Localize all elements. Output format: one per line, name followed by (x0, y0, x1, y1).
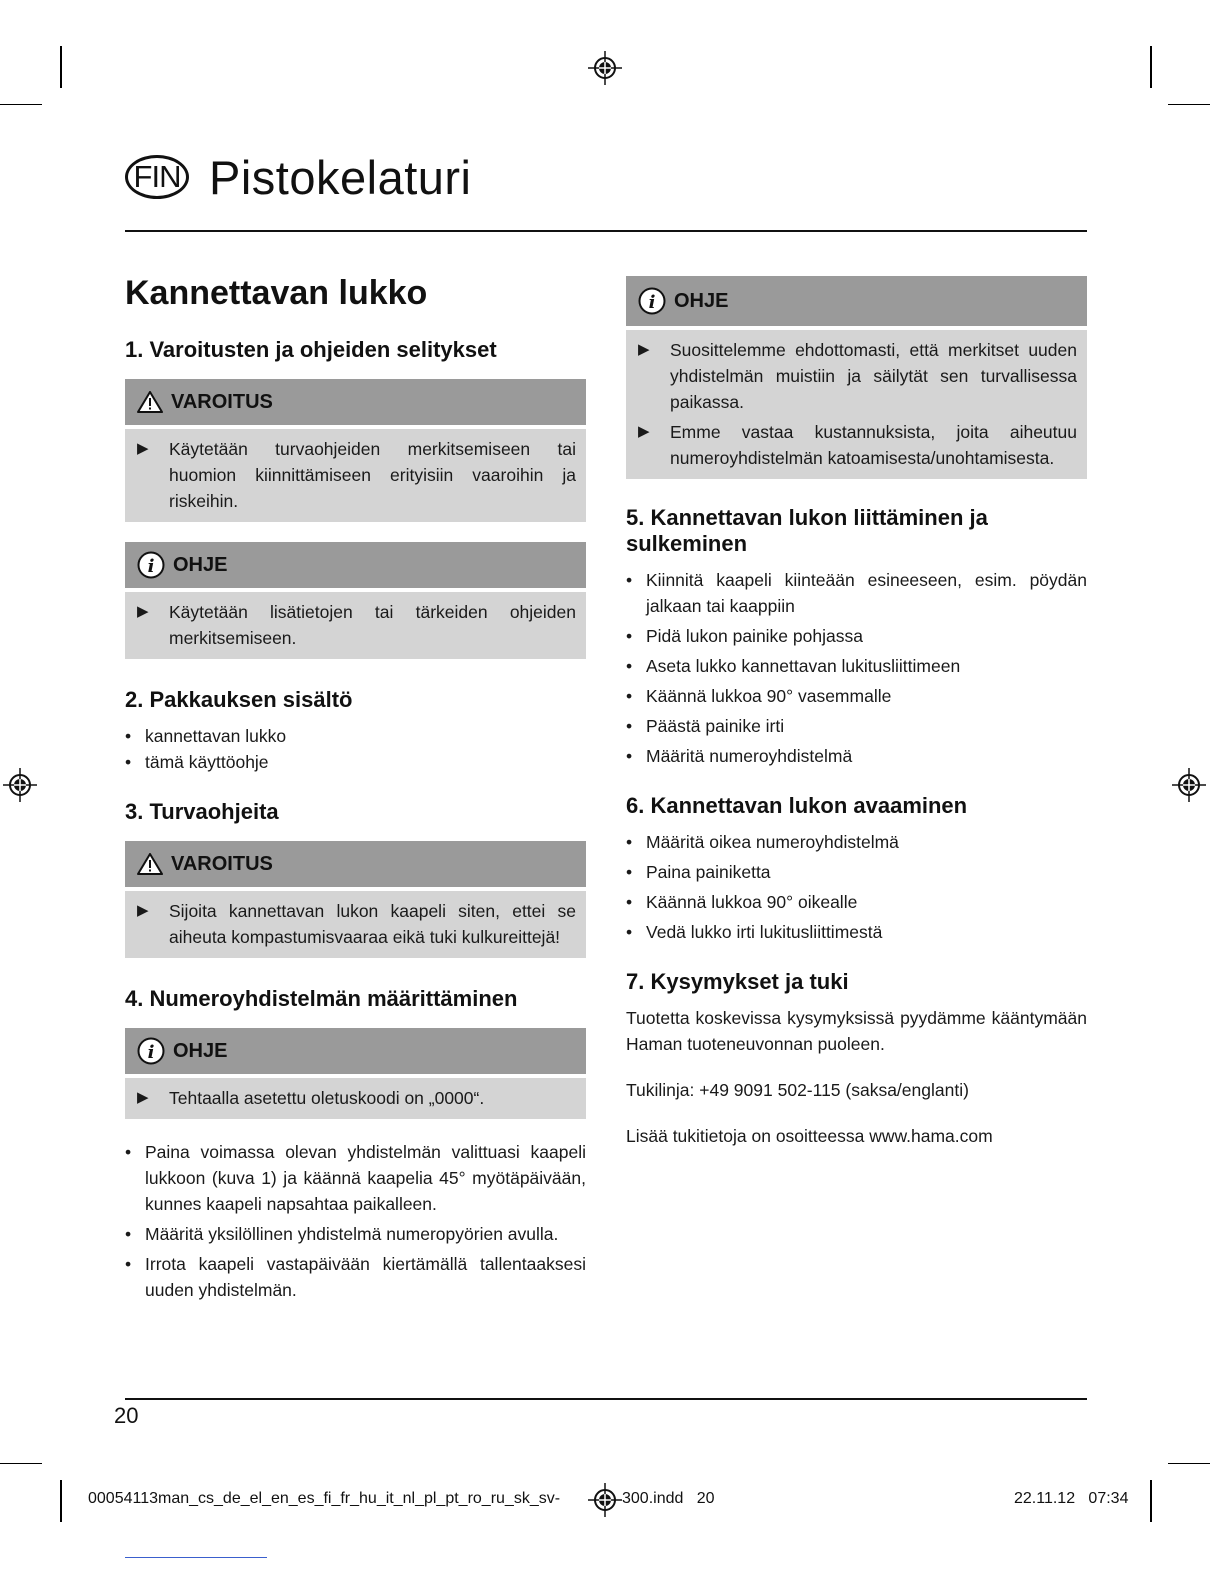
warning-box (125, 379, 586, 522)
section-heading: 1. Varoitusten ja ohjeiden selitykset (125, 337, 497, 362)
list-item: • Paina painiketta (626, 862, 771, 882)
registration-mark-icon (588, 51, 622, 85)
warning-triangle-icon (137, 391, 163, 413)
warning-box-header (125, 379, 586, 425)
crop-mark (60, 1480, 62, 1522)
note-box-header (125, 1028, 586, 1074)
box-item-text: Käytetään turvaohjeiden merkitsemiseen tai huomion kiinnittämiseen erityisiin vaaroihin ja riskeihin. (169, 439, 576, 511)
crop-mark (60, 46, 62, 88)
package-contents-list (125, 723, 586, 775)
support-paragraph: Tuotetta koskevissa kysymyksissä pyydämme kääntymään Haman tuoteneuvonnan puoleen. (626, 1008, 1087, 1054)
crop-mark (0, 104, 42, 105)
info-icon (638, 287, 666, 315)
page-number: 20 (114, 1403, 139, 1428)
box-item-text: Käytetään lisätietojen tai tärkeiden ohjeiden merkitsemiseen. (169, 602, 576, 648)
section-heading: 2. Pakkauksen sisältö (125, 687, 353, 712)
box-item-text: Suosittelemme ehdottomasti, että merkitset uuden yhdistelmän muistiin ja säilytät sen turvallisessa paikassa. (670, 340, 1077, 412)
box-item (137, 599, 576, 651)
box-item (638, 337, 1077, 415)
page-header (125, 145, 472, 209)
crop-mark (1150, 46, 1152, 88)
warning-box (125, 841, 586, 958)
header-rule (125, 230, 1087, 232)
registration-mark-icon (588, 1483, 622, 1517)
play-triangle-icon: ▶ (137, 902, 149, 919)
section-heading: 4. Numeroyhdistelmän määrittäminen (125, 986, 518, 1011)
registration-mark-icon (3, 768, 37, 802)
play-triangle-icon: ▶ (137, 1089, 149, 1106)
document-title: Kannettavan lukko (125, 274, 428, 312)
attach-steps-list (626, 567, 1087, 769)
list-item: • Päästä painike irti (626, 716, 785, 736)
list-item: • Paina voimassa olevan yhdistelmän valittuasi kaapeli lukkoon (kuva 1) ja käännä kaapelia 45° myötäpäivään, kunnes kaapeli napsahtaa paikalleen. (125, 1142, 586, 1214)
language-badge: FIN (125, 155, 189, 199)
note-box-body (125, 1078, 586, 1119)
box-item-text: Emme vastaa kustannuksista, joita aiheutuu numeroyhdistelmän katoamisesta/unohtamisesta. (670, 422, 1077, 468)
crop-mark (1150, 1480, 1152, 1522)
right-column (626, 276, 1087, 1169)
crop-mark (1168, 1463, 1210, 1464)
list-item: • kannettavan lukko (125, 726, 287, 746)
warning-box-body (125, 429, 586, 522)
list-item: • Kiinnitä kaapeli kiinteään esineeseen, esim. pöydän jalkaan tai kaappiin (626, 570, 1087, 616)
warning-label: VAROITUS (171, 852, 273, 875)
slug-page: 300.indd 20 (622, 1490, 715, 1507)
footer-rule (125, 1398, 1087, 1400)
list-item: • Käännä lukkoa 90° oikealle (626, 892, 858, 912)
box-item (137, 436, 576, 514)
note-box (125, 1028, 586, 1119)
list-item: • Vedä lukko irti lukitusliittimestä (626, 922, 883, 942)
section-heading: 5. Kannettavan lukon liittäminen ja sulkeminen (626, 505, 988, 556)
box-item (137, 898, 576, 950)
info-icon (137, 1037, 165, 1065)
crop-mark (1168, 104, 1210, 105)
open-steps-list (626, 829, 1087, 945)
note-box-body (626, 330, 1087, 479)
box-item (638, 419, 1077, 471)
warning-triangle-icon (137, 853, 163, 875)
support-website: Lisää tukitietoja on osoitteessa www.hama.com (626, 1126, 993, 1146)
list-item: • Käännä lukkoa 90° vasemmalle (626, 686, 892, 706)
warning-box-header (125, 841, 586, 887)
list-item: • Pidä lukon painike pohjassa (626, 626, 863, 646)
page-title: Pistokelaturi (209, 150, 472, 204)
svg-text:i: i (147, 556, 155, 577)
section-heading: 3. Turvaohjeita (125, 799, 279, 824)
play-triangle-icon: ▶ (638, 423, 650, 440)
play-triangle-icon: ▶ (638, 341, 650, 358)
box-item-text: Tehtaalla asetettu oletuskoodi on „0000“. (169, 1088, 485, 1108)
play-triangle-icon: ▶ (137, 603, 149, 620)
note-label: OHJE (173, 553, 228, 576)
slug-date: 22.11.12 07:34 (1014, 1490, 1129, 1507)
warning-box-body (125, 891, 586, 958)
blue-line (125, 1557, 267, 1558)
note-box-body (125, 592, 586, 659)
list-item: • Aseta lukko kannettavan lukitusliittimeen (626, 656, 961, 676)
list-item: • Määritä oikea numeroyhdistelmä (626, 832, 899, 852)
box-item (137, 1085, 576, 1111)
note-box-header (626, 276, 1087, 326)
left-column (125, 274, 586, 1307)
registration-mark-icon (1172, 768, 1206, 802)
list-item: • Irrota kaapeli vastapäivään kiertämällä tallentaaksesi uuden yhdistelmän. (125, 1254, 586, 1300)
note-label: OHJE (674, 289, 729, 312)
note-label: OHJE (173, 1039, 228, 1062)
support-hotline: Tukilinja: +49 9091 502-115 (saksa/englanti) (626, 1080, 969, 1100)
list-item: • tämä käyttöohje (125, 752, 269, 772)
slug-filename: 00054113man_cs_de_el_en_es_fi_fr_hu_it_nl_pl_pt_ro_ru_sk_sv- (88, 1490, 561, 1507)
crop-mark (0, 1463, 42, 1464)
list-item: • Määritä yksilöllinen yhdistelmä numeropyörien avulla. (125, 1224, 559, 1244)
warning-label: VAROITUS (171, 390, 273, 413)
play-triangle-icon: ▶ (137, 440, 149, 457)
combination-steps-list (125, 1139, 586, 1303)
note-box (125, 542, 586, 659)
note-box (626, 276, 1087, 479)
svg-text:i: i (147, 1042, 155, 1063)
box-item-text: Sijoita kannettavan lukon kaapeli siten, ettei se aiheuta kompastumisvaaraa eikä tuki kulkureittejä! (169, 901, 576, 947)
section-heading: 7. Kysymykset ja tuki (626, 969, 849, 994)
info-icon (137, 551, 165, 579)
note-box-header (125, 542, 586, 588)
list-item: • Määritä numeroyhdistelmä (626, 746, 853, 766)
section-heading: 6. Kannettavan lukon avaaminen (626, 793, 968, 818)
svg-text:i: i (648, 292, 656, 313)
